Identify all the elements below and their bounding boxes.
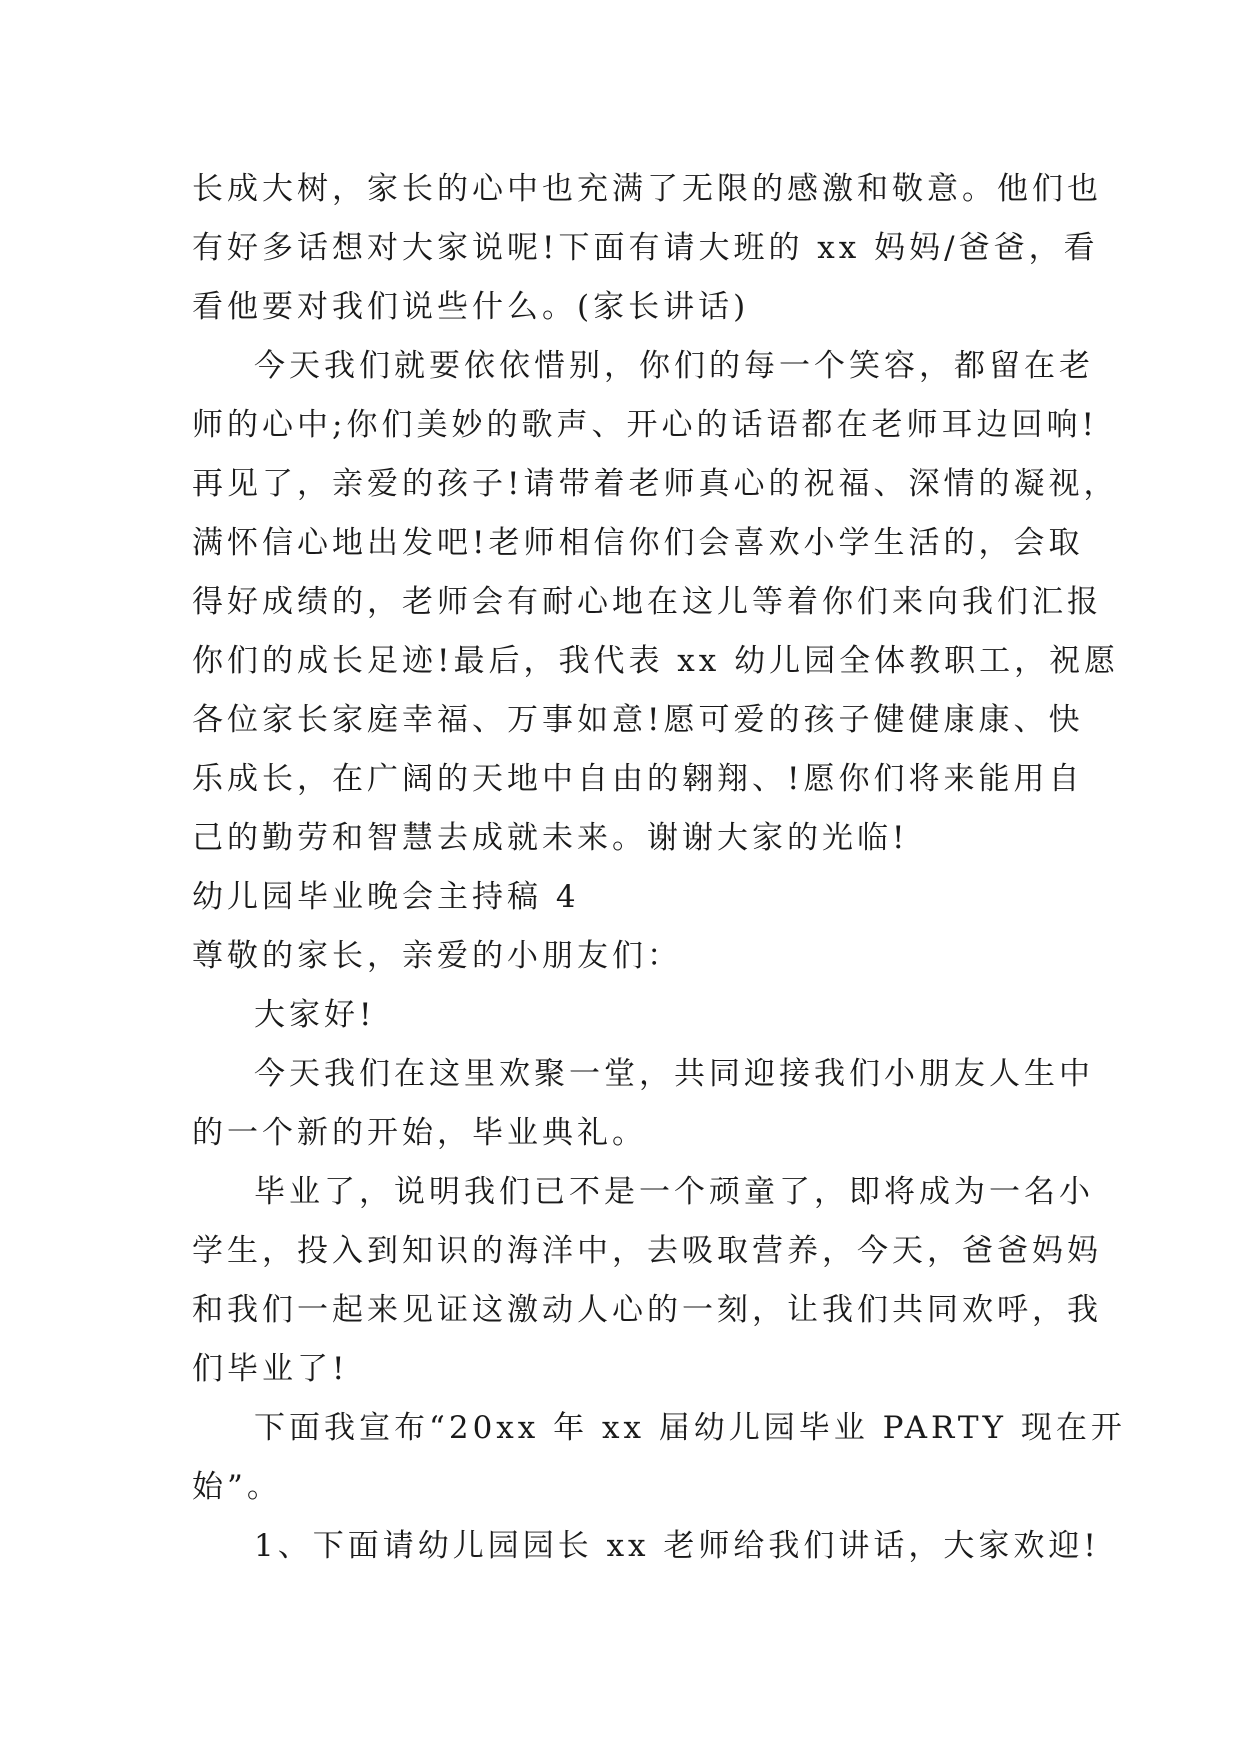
text-line: 幼儿园毕业晚会主持稿 4 [192,879,580,915]
document-body [192,160,1126,1576]
text-line: 下面我宣布“20xx 年 xx 届幼儿园毕业 PARTY 现在开 [254,1410,1126,1446]
text-line: 和我们一起来见证这激动人心的一刻，让我们共同欢呼，我 [192,1292,1102,1328]
text-line: 学生，投入到知识的海洋中，去吸取营养，今天，爸爸妈妈 [192,1233,1102,1269]
text-line: 得好成绩的，老师会有耐心地在这儿等着你们来向我们汇报 [192,584,1102,620]
text-line: 毕业了，说明我们已不是一个顽童了，即将成为一名小 [254,1174,1094,1210]
text-line: 满怀信心地出发吧!老师相信你们会喜欢小学生活的，会取 [192,525,1084,561]
text-line: 各位家长家庭幸福、万事如意!愿可爱的孩子健健康康、快 [192,702,1084,738]
text-line: 乐成长，在广阔的天地中自由的翱翔、!愿你们将来能用自 [192,761,1084,797]
text-line: 大家好! [254,997,376,1033]
text-line: 们毕业了! [192,1351,349,1387]
text-line: 尊敬的家长，亲爱的小朋友们： [192,938,682,974]
text-line: 今天我们就要依依惜别，你们的每一个笑容，都留在老 [254,348,1094,384]
text-line: 看他要对我们说些什么。(家长讲话) [192,289,750,325]
text-line: 今天我们在这里欢聚一堂，共同迎接我们小朋友人生中 [254,1056,1094,1092]
text-line: 师的心中;你们美妙的歌声、开心的话语都在老师耳边回响! [192,407,1098,443]
text-line: 始”。 [192,1469,282,1505]
text-line: 1、下面请幼儿园园长 xx 老师给我们讲话，大家欢迎! [254,1528,1100,1564]
text-line: 的一个新的开始，毕业典礼。 [192,1115,647,1151]
text-line: 再见了，亲爱的孩子!请带着老师真心的祝福、深情的凝视， [192,466,1119,502]
text-line: 有好多话想对大家说呢!下面有请大班的 xx 妈妈/爸爸，看 [192,230,1099,266]
text-line: 你们的成长足迹!最后，我代表 xx 幼儿园全体教职工，祝愿 [192,643,1120,679]
text-line: 己的勤劳和智慧去成就未来。谢谢大家的光临! [192,820,909,856]
text-line: 长成大树，家长的心中也充满了无限的感激和敬意。他们也 [192,171,1102,207]
